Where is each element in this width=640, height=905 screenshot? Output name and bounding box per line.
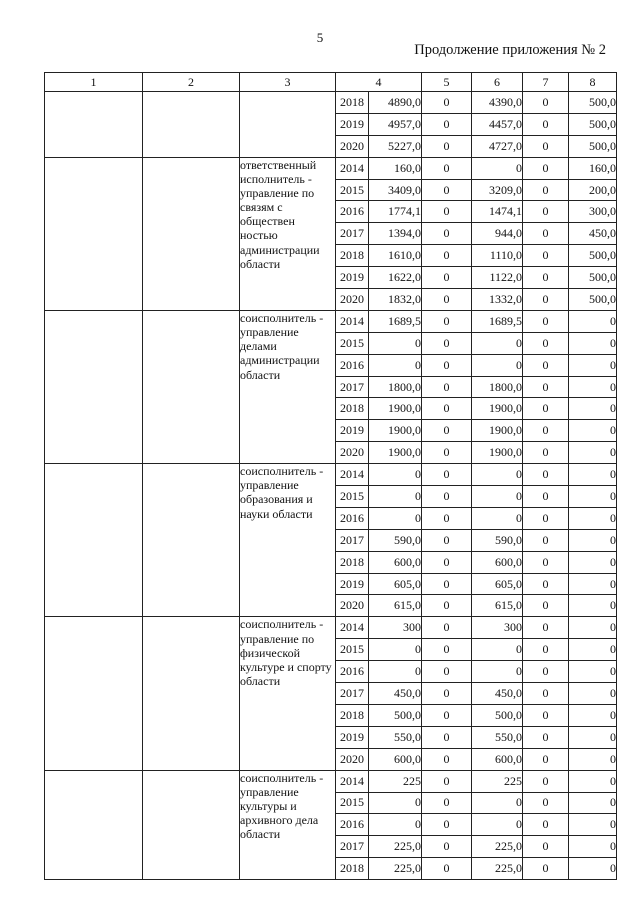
other-sources-cell: 500,0 <box>569 267 617 289</box>
federal-budget-cell: 0 <box>422 179 472 201</box>
year-cell: 2018 <box>336 704 369 726</box>
federal-budget-cell: 0 <box>422 332 472 354</box>
local-budget-cell: 0 <box>523 223 569 245</box>
local-budget-cell: 0 <box>523 595 569 617</box>
event-cell <box>143 617 240 770</box>
page-number: 5 <box>316 30 324 45</box>
other-sources-cell: 0 <box>569 661 617 683</box>
regional-budget-cell: 3209,0 <box>472 179 523 201</box>
local-budget-cell: 0 <box>523 661 569 683</box>
total-cell: 0 <box>369 792 422 814</box>
regional-budget-cell: 4390,0 <box>472 92 523 114</box>
local-budget-cell: 0 <box>523 551 569 573</box>
federal-budget-cell: 0 <box>422 704 472 726</box>
column-header: 6 <box>472 73 523 92</box>
total-cell: 450,0 <box>369 683 422 705</box>
regional-budget-cell: 0 <box>472 814 523 836</box>
total-cell: 600,0 <box>369 748 422 770</box>
local-budget-cell: 0 <box>523 726 569 748</box>
regional-budget-cell: 1900,0 <box>472 398 523 420</box>
year-cell: 2015 <box>336 792 369 814</box>
year-cell: 2019 <box>336 573 369 595</box>
federal-budget-cell: 0 <box>422 529 472 551</box>
regional-budget-cell: 0 <box>472 792 523 814</box>
local-budget-cell: 0 <box>523 836 569 858</box>
federal-budget-cell: 0 <box>422 420 472 442</box>
event-cell <box>143 464 240 617</box>
regional-budget-cell: 1122,0 <box>472 267 523 289</box>
other-sources-cell: 0 <box>569 354 617 376</box>
local-budget-cell: 0 <box>523 770 569 792</box>
local-budget-cell: 0 <box>523 201 569 223</box>
federal-budget-cell: 0 <box>422 507 472 529</box>
year-cell: 2016 <box>336 507 369 529</box>
event-cell <box>143 157 240 310</box>
year-cell: 2018 <box>336 245 369 267</box>
program-cell <box>45 770 143 879</box>
federal-budget-cell: 0 <box>422 157 472 179</box>
regional-budget-cell: 0 <box>472 639 523 661</box>
other-sources-cell: 0 <box>569 726 617 748</box>
federal-budget-cell: 0 <box>422 267 472 289</box>
total-cell: 1689,5 <box>369 310 422 332</box>
federal-budget-cell: 0 <box>422 135 472 157</box>
federal-budget-cell: 0 <box>422 836 472 858</box>
other-sources-cell: 0 <box>569 507 617 529</box>
total-cell: 615,0 <box>369 595 422 617</box>
regional-budget-cell: 4457,0 <box>472 113 523 135</box>
year-cell: 2017 <box>336 376 369 398</box>
federal-budget-cell: 0 <box>422 617 472 639</box>
total-cell: 500,0 <box>369 704 422 726</box>
regional-budget-cell: 0 <box>472 464 523 486</box>
year-cell: 2016 <box>336 661 369 683</box>
regional-budget-cell: 225,0 <box>472 858 523 880</box>
federal-budget-cell: 0 <box>422 661 472 683</box>
other-sources-cell: 0 <box>569 376 617 398</box>
local-budget-cell: 0 <box>523 332 569 354</box>
federal-budget-cell: 0 <box>422 92 472 114</box>
year-cell: 2019 <box>336 420 369 442</box>
local-budget-cell: 0 <box>523 792 569 814</box>
total-cell: 550,0 <box>369 726 422 748</box>
year-cell: 2015 <box>336 179 369 201</box>
total-cell: 1610,0 <box>369 245 422 267</box>
other-sources-cell: 0 <box>569 639 617 661</box>
federal-budget-cell: 0 <box>422 792 472 814</box>
federal-budget-cell: 0 <box>422 814 472 836</box>
other-sources-cell: 0 <box>569 617 617 639</box>
federal-budget-cell: 0 <box>422 245 472 267</box>
federal-budget-cell: 0 <box>422 201 472 223</box>
other-sources-cell: 500,0 <box>569 245 617 267</box>
year-cell: 2014 <box>336 310 369 332</box>
column-header: 7 <box>523 73 569 92</box>
year-cell: 2019 <box>336 726 369 748</box>
year-cell: 2016 <box>336 354 369 376</box>
regional-budget-cell: 225,0 <box>472 836 523 858</box>
local-budget-cell: 0 <box>523 420 569 442</box>
total-cell: 225,0 <box>369 858 422 880</box>
regional-budget-cell: 944,0 <box>472 223 523 245</box>
regional-budget-cell: 450,0 <box>472 683 523 705</box>
program-cell <box>45 157 143 310</box>
federal-budget-cell: 0 <box>422 748 472 770</box>
regional-budget-cell: 300 <box>472 617 523 639</box>
year-cell: 2020 <box>336 748 369 770</box>
total-cell: 160,0 <box>369 157 422 179</box>
year-cell: 2014 <box>336 770 369 792</box>
total-cell: 1900,0 <box>369 420 422 442</box>
federal-budget-cell: 0 <box>422 726 472 748</box>
local-budget-cell: 0 <box>523 529 569 551</box>
regional-budget-cell: 1800,0 <box>472 376 523 398</box>
total-cell: 0 <box>369 354 422 376</box>
local-budget-cell: 0 <box>523 858 569 880</box>
total-cell: 0 <box>369 486 422 508</box>
total-cell: 0 <box>369 661 422 683</box>
local-budget-cell: 0 <box>523 486 569 508</box>
other-sources-cell: 0 <box>569 464 617 486</box>
other-sources-cell: 500,0 <box>569 289 617 311</box>
regional-budget-cell: 1332,0 <box>472 289 523 311</box>
regional-budget-cell: 4727,0 <box>472 135 523 157</box>
year-cell: 2020 <box>336 135 369 157</box>
regional-budget-cell: 600,0 <box>472 748 523 770</box>
other-sources-cell: 0 <box>569 704 617 726</box>
column-header: 8 <box>569 73 617 92</box>
program-cell <box>45 92 143 158</box>
other-sources-cell: 450,0 <box>569 223 617 245</box>
federal-budget-cell: 0 <box>422 464 472 486</box>
other-sources-cell: 0 <box>569 836 617 858</box>
year-cell: 2015 <box>336 332 369 354</box>
year-cell: 2019 <box>336 267 369 289</box>
year-cell: 2018 <box>336 92 369 114</box>
table-row <box>45 157 617 179</box>
federal-budget-cell: 0 <box>422 376 472 398</box>
regional-budget-cell: 0 <box>472 157 523 179</box>
local-budget-cell: 0 <box>523 354 569 376</box>
regional-budget-cell: 1110,0 <box>472 245 523 267</box>
regional-budget-cell: 1689,5 <box>472 310 523 332</box>
other-sources-cell: 0 <box>569 858 617 880</box>
year-cell: 2015 <box>336 639 369 661</box>
total-cell: 1900,0 <box>369 398 422 420</box>
year-cell: 2015 <box>336 486 369 508</box>
year-cell: 2014 <box>336 464 369 486</box>
total-cell: 605,0 <box>369 573 422 595</box>
local-budget-cell: 0 <box>523 639 569 661</box>
regional-budget-cell: 0 <box>472 486 523 508</box>
total-cell: 0 <box>369 639 422 661</box>
executor-cell: соисполнитель - управление по физической культуре и спорту области <box>240 617 336 770</box>
federal-budget-cell: 0 <box>422 770 472 792</box>
total-cell: 0 <box>369 332 422 354</box>
local-budget-cell: 0 <box>523 376 569 398</box>
year-cell: 2017 <box>336 836 369 858</box>
year-cell: 2019 <box>336 113 369 135</box>
year-cell: 2020 <box>336 442 369 464</box>
local-budget-cell: 0 <box>523 179 569 201</box>
federal-budget-cell: 0 <box>422 354 472 376</box>
federal-budget-cell: 0 <box>422 595 472 617</box>
local-budget-cell: 0 <box>523 310 569 332</box>
federal-budget-cell: 0 <box>422 573 472 595</box>
local-budget-cell: 0 <box>523 92 569 114</box>
total-cell: 0 <box>369 507 422 529</box>
regional-budget-cell: 605,0 <box>472 573 523 595</box>
local-budget-cell: 0 <box>523 135 569 157</box>
total-cell: 1832,0 <box>369 289 422 311</box>
total-cell: 0 <box>369 814 422 836</box>
other-sources-cell: 0 <box>569 310 617 332</box>
regional-budget-cell: 225 <box>472 770 523 792</box>
other-sources-cell: 200,0 <box>569 179 617 201</box>
other-sources-cell: 0 <box>569 332 617 354</box>
total-cell: 225 <box>369 770 422 792</box>
total-cell: 1800,0 <box>369 376 422 398</box>
executor-cell: ответственный исполнитель - управление по связям с обществен ностью администрации области <box>240 157 336 310</box>
column-header: 3 <box>240 73 336 92</box>
event-cell <box>143 92 240 158</box>
local-budget-cell: 0 <box>523 289 569 311</box>
local-budget-cell: 0 <box>523 398 569 420</box>
federal-budget-cell: 0 <box>422 113 472 135</box>
column-number-row <box>45 73 617 92</box>
event-cell <box>143 770 240 879</box>
regional-budget-cell: 1474,1 <box>472 201 523 223</box>
appendix-title: Продолжение приложения № 2 <box>414 42 606 58</box>
other-sources-cell: 0 <box>569 814 617 836</box>
regional-budget-cell: 590,0 <box>472 529 523 551</box>
program-cell <box>45 464 143 617</box>
other-sources-cell: 0 <box>569 442 617 464</box>
regional-budget-cell: 615,0 <box>472 595 523 617</box>
regional-budget-cell: 1900,0 <box>472 442 523 464</box>
regional-budget-cell: 0 <box>472 507 523 529</box>
program-cell <box>45 310 143 463</box>
total-cell: 4957,0 <box>369 113 422 135</box>
financing-table <box>44 72 617 880</box>
year-cell: 2018 <box>336 551 369 573</box>
table-row <box>45 310 617 332</box>
local-budget-cell: 0 <box>523 442 569 464</box>
executor-cell <box>240 92 336 158</box>
federal-budget-cell: 0 <box>422 289 472 311</box>
other-sources-cell: 0 <box>569 529 617 551</box>
local-budget-cell: 0 <box>523 704 569 726</box>
year-cell: 2018 <box>336 858 369 880</box>
total-cell: 300 <box>369 617 422 639</box>
regional-budget-cell: 500,0 <box>472 704 523 726</box>
year-cell: 2016 <box>336 201 369 223</box>
year-cell: 2017 <box>336 683 369 705</box>
other-sources-cell: 0 <box>569 551 617 573</box>
year-cell: 2020 <box>336 595 369 617</box>
federal-budget-cell: 0 <box>422 486 472 508</box>
federal-budget-cell: 0 <box>422 398 472 420</box>
local-budget-cell: 0 <box>523 507 569 529</box>
executor-cell: соисполнитель - управление делами администрации области <box>240 310 336 463</box>
local-budget-cell: 0 <box>523 245 569 267</box>
other-sources-cell: 0 <box>569 573 617 595</box>
year-cell: 2020 <box>336 289 369 311</box>
column-header: 2 <box>143 73 240 92</box>
local-budget-cell: 0 <box>523 113 569 135</box>
total-cell: 600,0 <box>369 551 422 573</box>
program-cell <box>45 617 143 770</box>
total-cell: 1394,0 <box>369 223 422 245</box>
year-cell: 2016 <box>336 814 369 836</box>
local-budget-cell: 0 <box>523 157 569 179</box>
regional-budget-cell: 1900,0 <box>472 420 523 442</box>
year-cell: 2018 <box>336 398 369 420</box>
regional-budget-cell: 0 <box>472 332 523 354</box>
year-cell: 2017 <box>336 529 369 551</box>
total-cell: 225,0 <box>369 836 422 858</box>
table-row <box>45 617 617 639</box>
table-row <box>45 92 617 114</box>
federal-budget-cell: 0 <box>422 442 472 464</box>
event-cell <box>143 310 240 463</box>
federal-budget-cell: 0 <box>422 310 472 332</box>
year-cell: 2017 <box>336 223 369 245</box>
column-header: 5 <box>422 73 472 92</box>
regional-budget-cell: 550,0 <box>472 726 523 748</box>
total-cell: 1900,0 <box>369 442 422 464</box>
year-cell: 2014 <box>336 617 369 639</box>
other-sources-cell: 0 <box>569 486 617 508</box>
executor-cell: соисполнитель - управление образования и науки области <box>240 464 336 617</box>
local-budget-cell: 0 <box>523 748 569 770</box>
local-budget-cell: 0 <box>523 617 569 639</box>
table-row <box>45 770 617 792</box>
local-budget-cell: 0 <box>523 814 569 836</box>
local-budget-cell: 0 <box>523 683 569 705</box>
other-sources-cell: 0 <box>569 748 617 770</box>
column-header: 4 <box>336 73 422 92</box>
total-cell: 4890,0 <box>369 92 422 114</box>
other-sources-cell: 0 <box>569 398 617 420</box>
federal-budget-cell: 0 <box>422 858 472 880</box>
local-budget-cell: 0 <box>523 573 569 595</box>
other-sources-cell: 500,0 <box>569 92 617 114</box>
federal-budget-cell: 0 <box>422 639 472 661</box>
year-cell: 2014 <box>336 157 369 179</box>
other-sources-cell: 0 <box>569 792 617 814</box>
total-cell: 5227,0 <box>369 135 422 157</box>
regional-budget-cell: 0 <box>472 661 523 683</box>
total-cell: 1622,0 <box>369 267 422 289</box>
executor-cell: соисполнитель - управление культуры и архивного дела области <box>240 770 336 879</box>
federal-budget-cell: 0 <box>422 683 472 705</box>
other-sources-cell: 0 <box>569 683 617 705</box>
federal-budget-cell: 0 <box>422 551 472 573</box>
other-sources-cell: 500,0 <box>569 135 617 157</box>
other-sources-cell: 0 <box>569 770 617 792</box>
total-cell: 590,0 <box>369 529 422 551</box>
other-sources-cell: 160,0 <box>569 157 617 179</box>
table-row <box>45 464 617 486</box>
total-cell: 1774,1 <box>369 201 422 223</box>
local-budget-cell: 0 <box>523 267 569 289</box>
other-sources-cell: 0 <box>569 595 617 617</box>
federal-budget-cell: 0 <box>422 223 472 245</box>
other-sources-cell: 300,0 <box>569 201 617 223</box>
total-cell: 0 <box>369 464 422 486</box>
other-sources-cell: 0 <box>569 420 617 442</box>
total-cell: 3409,0 <box>369 179 422 201</box>
other-sources-cell: 500,0 <box>569 113 617 135</box>
local-budget-cell: 0 <box>523 464 569 486</box>
regional-budget-cell: 600,0 <box>472 551 523 573</box>
regional-budget-cell: 0 <box>472 354 523 376</box>
column-header: 1 <box>45 73 143 92</box>
